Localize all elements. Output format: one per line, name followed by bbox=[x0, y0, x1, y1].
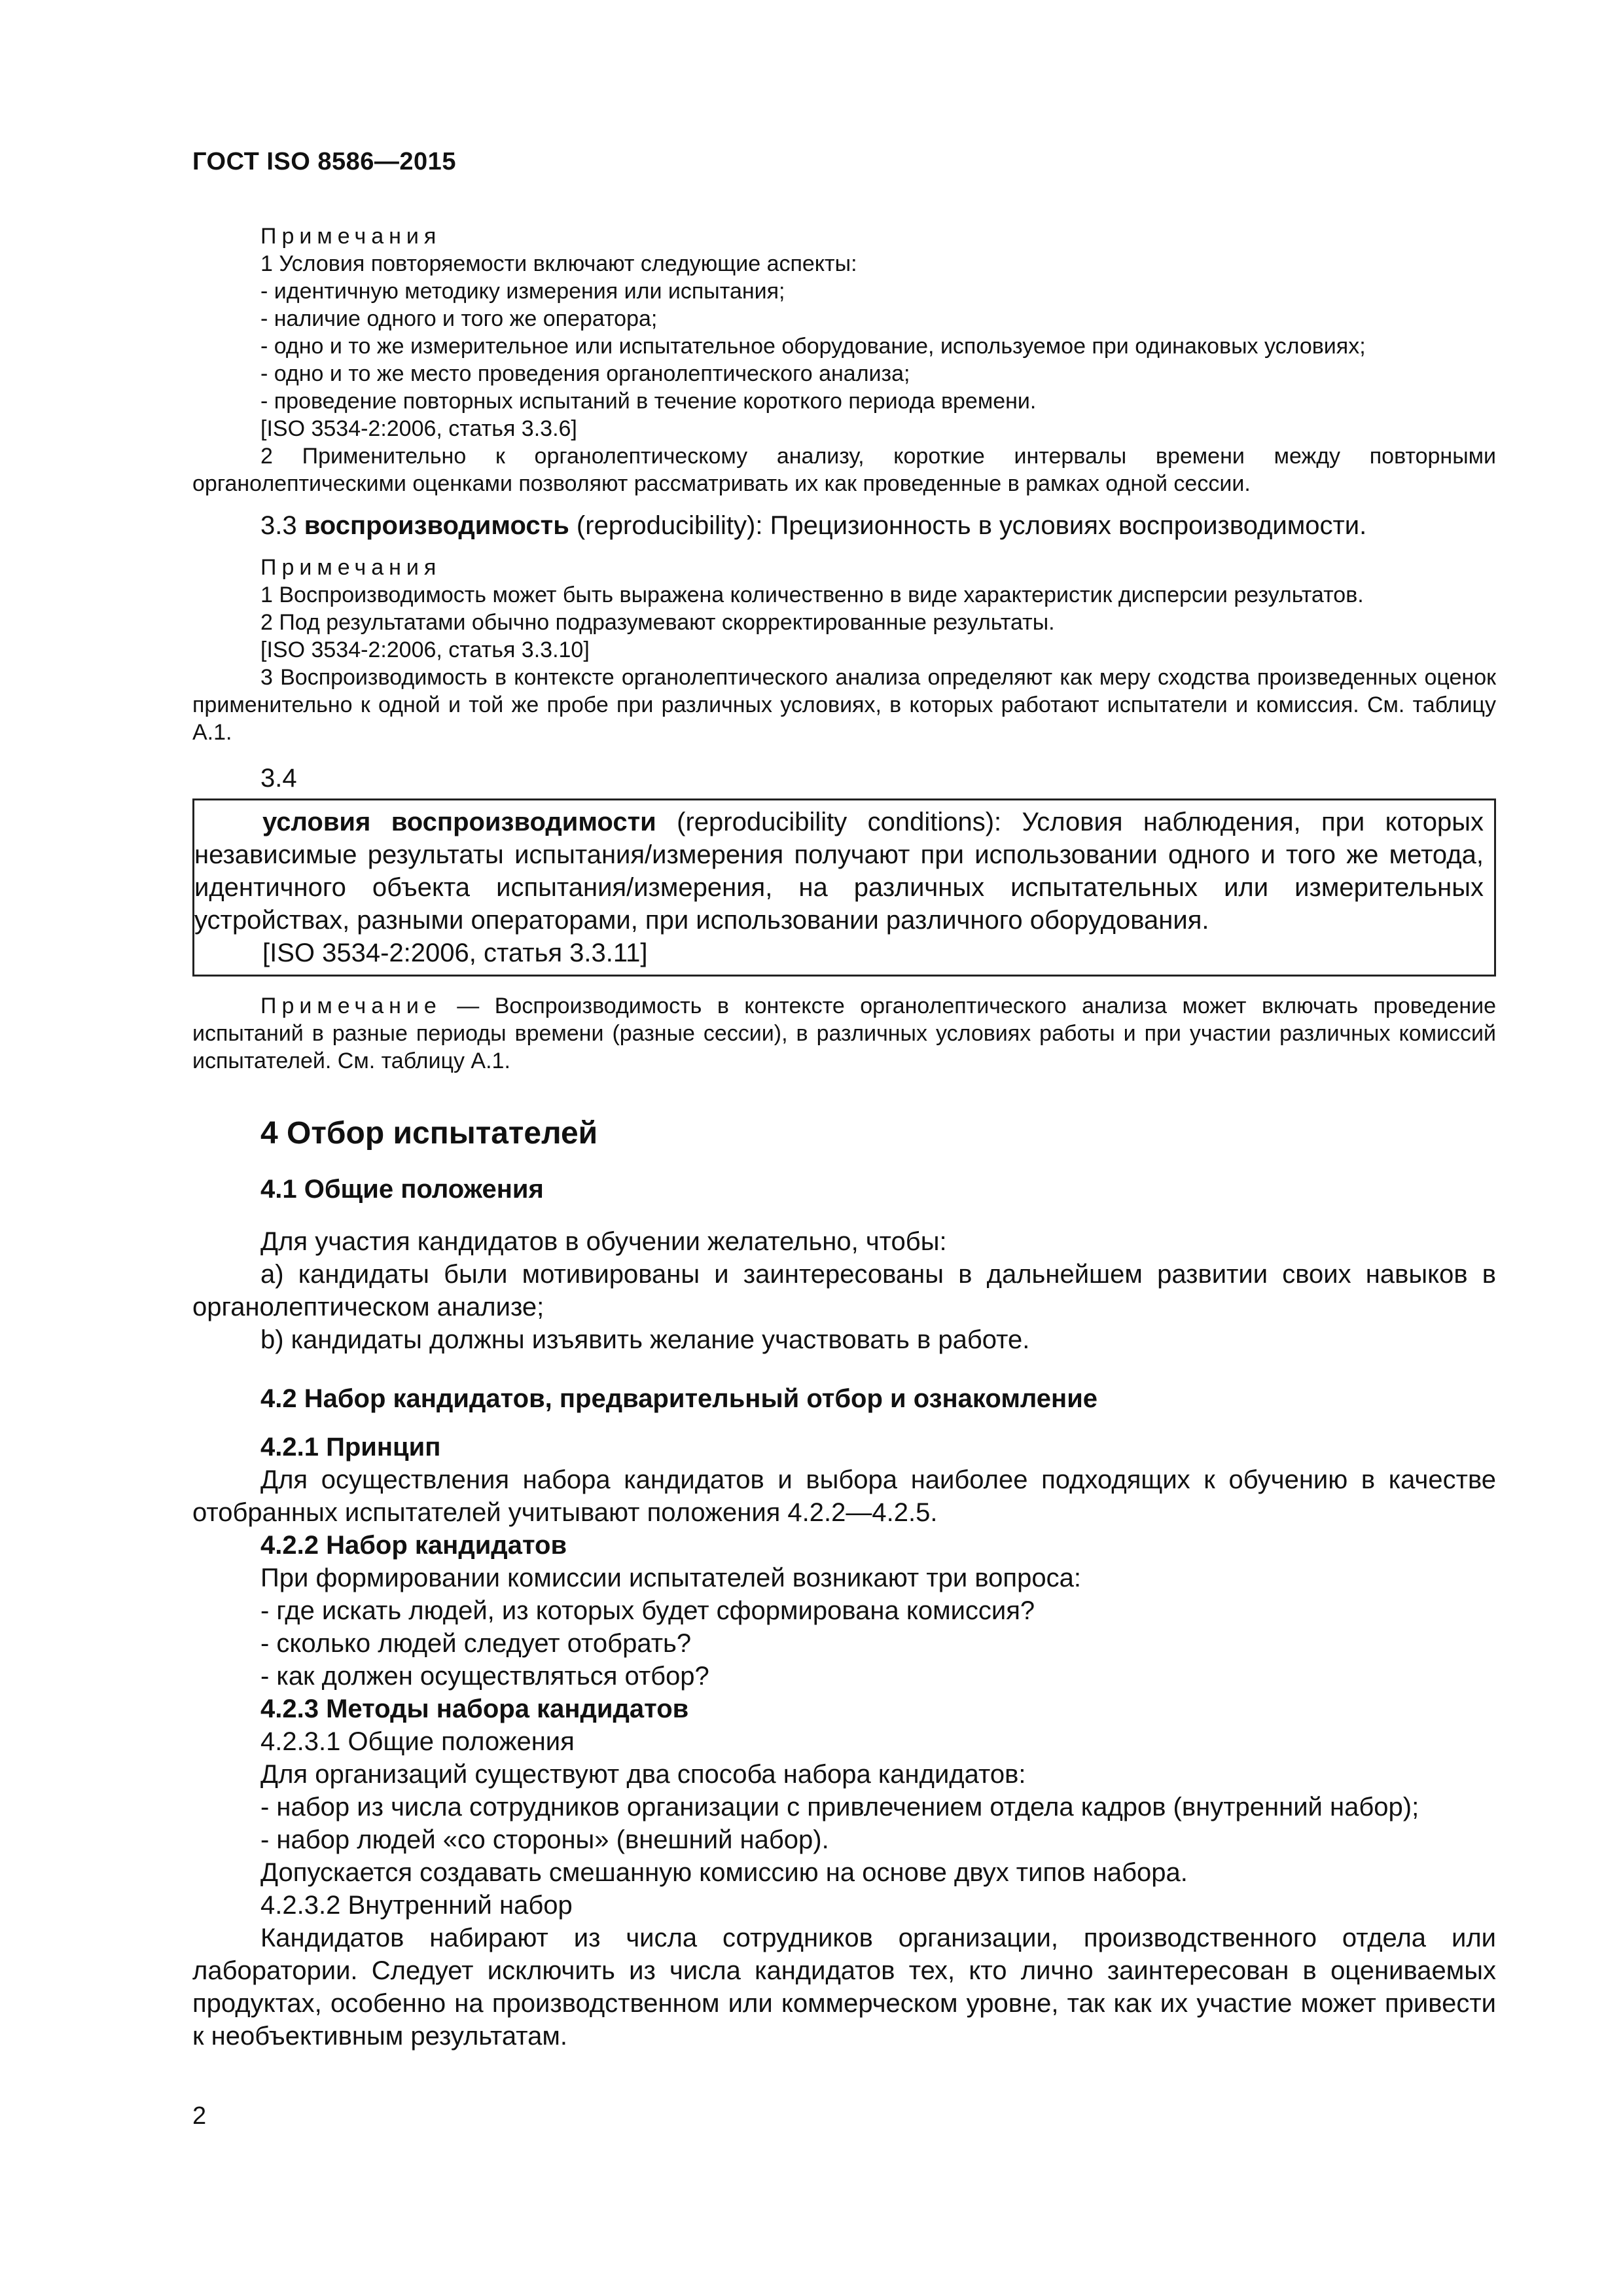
page-content bbox=[192, 223, 1496, 2053]
note-paragraph: 3 Воспроизводимость в контексте органолептического анализа определяют как меру сходства произведенных оценок применительно к одной и той же пробе при различных условиях, в которых работают испытатели и комиссия. См. таблицу А.1. bbox=[192, 665, 1496, 745]
term-number: 3.3 bbox=[260, 511, 297, 540]
note-line: 1 Воспроизводимость может быть выражена количественно в виде характеристик дисперсии результатов. bbox=[260, 583, 1364, 607]
page-number: 2 bbox=[192, 2102, 207, 2130]
note-reference: [ISO 3534-2:2006, статья 3.3.10] bbox=[260, 637, 590, 662]
note-text: — Воспроизводимость в контексте органолептического анализа может включать проведение испытаний в разные периоды времени (разные сессии), в различных условиях работы и при участии различных комиссий испытателей. См. таблицу А.1. bbox=[192, 994, 1496, 1073]
section-4-2-heading: 4.2 Набор кандидатов, предварительный отбор и ознакомление bbox=[260, 1384, 1098, 1413]
notes-title: Примечания bbox=[260, 224, 442, 249]
paragraph: Для организаций существуют два способа набора кандидатов: bbox=[260, 1760, 1026, 1789]
note-3-4 bbox=[192, 992, 1496, 1075]
paragraph: При формировании комиссии испытателей возникают три вопроса: bbox=[260, 1564, 1081, 1592]
list-item: - сколько людей следует отобрать? bbox=[260, 1629, 692, 1658]
note-line: - проведение повторных испытаний в течение короткого периода времени. bbox=[260, 389, 1037, 414]
list-item: a) кандидаты были мотивированы и заинтересованы в дальнейшем развитии своих навыков в органолептическом анализе; bbox=[192, 1260, 1496, 1321]
section-4-1-heading: 4.1 Общие положения bbox=[260, 1175, 544, 1204]
definition-box bbox=[192, 798, 1496, 977]
document-header: ГОСТ ISO 8586—2015 bbox=[192, 148, 456, 175]
note-line: - одно и то же место проведения органолептического анализа; bbox=[260, 361, 910, 386]
note-line: - идентичную методику измерения или испытания; bbox=[260, 279, 785, 304]
note-line: 2 Под результатами обычно подразумевают скорректированные результаты. bbox=[260, 610, 1055, 635]
subsection-4-2-3-1-heading: 4.2.3.1 Общие положения bbox=[260, 1727, 575, 1756]
list-item: - набор из числа сотрудников организации с привлечением отдела кадров (внутренний набор); bbox=[260, 1793, 1419, 1821]
term-name: условия воспроизводимости bbox=[262, 808, 656, 836]
list-item: - как должен осуществляться отбор? bbox=[260, 1662, 709, 1691]
subsection-4-2-3-2-heading: 4.2.3.2 Внутренний набор bbox=[260, 1891, 573, 1920]
paragraph: Для участия кандидатов в обучении желательно, чтобы: bbox=[260, 1227, 947, 1256]
list-item: - набор людей «со стороны» (внешний набор). bbox=[260, 1825, 829, 1854]
notes-block-1 bbox=[192, 223, 1496, 497]
section-4-2-3-heading: 4.2.3 Методы набора кандидатов bbox=[260, 1695, 689, 1723]
note-reference: [ISO 3534-2:2006, статья 3.3.6] bbox=[260, 416, 577, 441]
term-3-3 bbox=[192, 509, 1496, 542]
term-source: [ISO 3534-2:2006, статья 3.3.11] bbox=[262, 939, 648, 967]
paragraph: Кандидатов набирают из числа сотрудников организации, производственного отдела или лаборатории. Следует исключить из числа кандидатов тех, кто лично заинтересован в оцениваемых продуктах, особенно на производственном или коммерческом уровне, так как их участие может привести к необъективным результатам. bbox=[192, 1924, 1496, 2051]
paragraph: Для осуществления набора кандидатов и выбора наиболее подходящих к обучению в качестве отобранных испытателей учитывают положения 4.2.2—4.2.5. bbox=[192, 1465, 1496, 1527]
note-line: - одно и то же измерительное или испытательное оборудование, используемое при одинаковых условиях; bbox=[260, 334, 1366, 359]
section-4-heading: 4 Отбор испытателей bbox=[260, 1116, 598, 1151]
section-4-2-1-heading: 4.2.1 Принцип bbox=[260, 1433, 441, 1462]
list-item: b) кандидаты должны изъявить желание участвовать в работе. bbox=[260, 1325, 1030, 1354]
section-4-2-2-heading: 4.2.2 Набор кандидатов bbox=[260, 1531, 567, 1560]
term-number-3-4: 3.4 bbox=[260, 764, 297, 793]
note-line: - наличие одного и того же оператора; bbox=[260, 306, 658, 331]
term-definition: (reproducibility conditions): Условия наблюдения, при которых независимые результаты испытания/измерения получают при использовании одного и того же метода, идентичного объекта испытания/измерения, на различных испытательных или измерительных устройствах, разными операторами, при использовании различного оборудования. bbox=[194, 808, 1484, 935]
note-line: 1 Условия повторяемости включают следующие аспекты: bbox=[260, 251, 857, 276]
term-name: воспроизводимость bbox=[304, 511, 569, 540]
note-paragraph: 2 Применительно к органолептическому анализу, короткие интервалы времени между повторными органолептическими оценками позволяют рассматривать их как проведенные в рамках одной сессии. bbox=[192, 444, 1496, 496]
term-definition: (reproducibility): Прецизионность в условиях воспроизводимости. bbox=[576, 511, 1367, 540]
paragraph: Допускается создавать смешанную комиссию на основе двух типов набора. bbox=[260, 1858, 1188, 1887]
notes-block-2 bbox=[192, 554, 1496, 746]
term-3-4 bbox=[194, 806, 1484, 937]
note-label: Примечание bbox=[260, 994, 442, 1018]
notes-title: Примечания bbox=[260, 555, 442, 580]
list-item: - где искать людей, из которых будет сформирована комиссия? bbox=[260, 1596, 1035, 1625]
